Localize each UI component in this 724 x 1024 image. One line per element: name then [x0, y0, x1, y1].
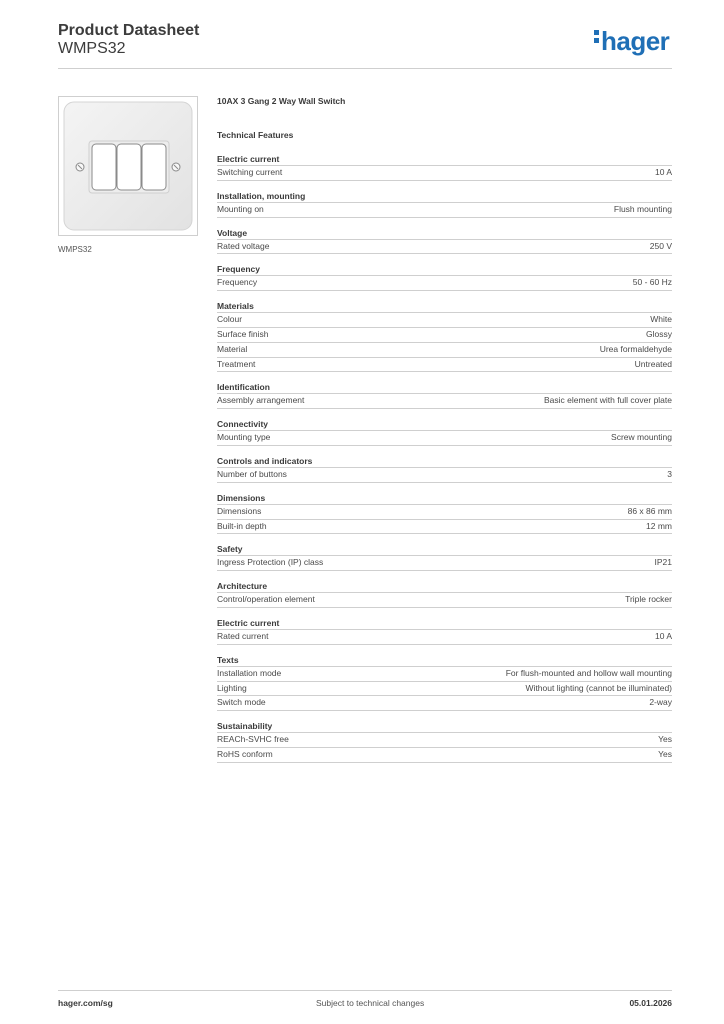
spec-row	[217, 505, 672, 520]
footer-date: 05.01.2026	[629, 998, 672, 1008]
spec-value: 86 x 86 mm	[627, 505, 672, 516]
spec-content	[217, 96, 672, 763]
spec-row	[217, 520, 672, 535]
page-title: Product Datasheet	[58, 22, 200, 39]
spec-row	[217, 394, 672, 409]
spec-label: Mounting type	[217, 432, 271, 443]
spec-row	[217, 468, 672, 483]
spec-group	[217, 419, 672, 446]
spec-value: Flush mounting	[613, 203, 672, 214]
spec-label: Ingress Protection (IP) class	[217, 557, 324, 568]
spec-label: Rated voltage	[217, 240, 270, 251]
spec-group-title: Identification	[217, 382, 672, 394]
logo-text: hager	[601, 26, 670, 56]
spec-value: 10 A	[654, 630, 672, 641]
spec-group-title: Materials	[217, 301, 672, 313]
spec-group	[217, 655, 672, 711]
product-image-frame	[58, 96, 198, 236]
spec-label: Mounting on	[217, 203, 264, 214]
spec-label: Dimensions	[217, 505, 262, 516]
spec-group-title: Voltage	[217, 228, 672, 240]
spec-value: Screw mounting	[611, 432, 672, 443]
spec-row	[217, 358, 672, 373]
spec-group-title: Controls and indicators	[217, 456, 672, 468]
spec-value: Without lighting (cannot be illuminated)	[525, 682, 672, 693]
spec-label: Frequency	[217, 277, 258, 288]
spec-value: 12 mm	[646, 520, 672, 531]
spec-label: RoHS conform	[217, 748, 273, 759]
spec-label: Rated current	[217, 630, 269, 641]
spec-label: Surface finish	[217, 328, 269, 339]
spec-row	[217, 733, 672, 748]
header-divider	[58, 68, 672, 69]
spec-group-title: Sustainability	[217, 721, 672, 733]
spec-group	[217, 228, 672, 255]
spec-row	[217, 328, 672, 343]
spec-group-title: Architecture	[217, 581, 672, 593]
spec-row	[217, 748, 672, 763]
footer-notice: Subject to technical changes	[316, 998, 425, 1008]
spec-group-title: Connectivity	[217, 419, 672, 431]
spec-value: Yes	[658, 748, 672, 759]
spec-row	[217, 203, 672, 218]
spec-group	[217, 264, 672, 291]
spec-label: Lighting	[217, 682, 247, 693]
spec-value: Urea formaldehyde	[599, 343, 672, 354]
spec-row	[217, 240, 672, 255]
spec-group	[217, 544, 672, 571]
spec-group-title: Dimensions	[217, 493, 672, 505]
spec-row	[217, 593, 672, 608]
product-image-caption: WMPS32	[58, 245, 92, 254]
spec-row	[217, 343, 672, 358]
spec-value: Untreated	[634, 358, 672, 369]
spec-label: Treatment	[217, 358, 256, 369]
spec-label: Colour	[217, 314, 243, 325]
spec-groups	[217, 154, 672, 763]
hager-logo	[594, 28, 669, 54]
spec-group-title: Electric current	[217, 618, 672, 630]
spec-group	[217, 581, 672, 608]
spec-group-title: Frequency	[217, 264, 672, 276]
spec-group	[217, 382, 672, 409]
spec-group	[217, 721, 672, 763]
spec-value: 50 - 60 Hz	[632, 277, 672, 288]
spec-group-title: Texts	[217, 655, 672, 667]
spec-value: White	[650, 314, 672, 325]
spec-label: Control/operation element	[217, 594, 315, 605]
product-code: WMPS32	[58, 40, 126, 57]
spec-label: REACh-SVHC free	[217, 734, 289, 745]
technical-features-title: Technical Features	[217, 130, 294, 140]
spec-value: 250 V	[649, 240, 672, 251]
spec-group-title: Electric current	[217, 154, 672, 166]
footer-website: hager.com/sg	[58, 998, 113, 1008]
spec-value: For flush-mounted and hollow wall mounting	[505, 667, 672, 678]
spec-label: Assembly arrangement	[217, 395, 305, 406]
spec-label: Installation mode	[217, 667, 282, 678]
spec-label: Switching current	[217, 167, 283, 177]
spec-value: IP21	[654, 557, 672, 568]
spec-row	[217, 431, 672, 446]
spec-group	[217, 618, 672, 645]
spec-row	[217, 556, 672, 571]
footer-divider	[58, 990, 672, 991]
spec-group-title: Installation, mounting	[217, 191, 672, 203]
spec-label: Material	[217, 343, 248, 354]
spec-group-title: Safety	[217, 544, 672, 556]
spec-label: Built-in depth	[217, 520, 267, 531]
spec-row	[217, 682, 672, 697]
spec-row	[217, 276, 672, 291]
spec-group	[217, 191, 672, 218]
spec-row	[217, 313, 672, 328]
spec-label: Switch mode	[217, 697, 266, 708]
spec-label: Number of buttons	[217, 468, 287, 479]
spec-value: 10 A	[654, 167, 672, 177]
spec-value: Yes	[658, 734, 672, 745]
product-name: 10AX 3 Gang 2 Way Wall Switch	[217, 96, 346, 106]
spec-group	[217, 493, 672, 535]
spec-row	[217, 630, 672, 645]
spec-value: 3	[667, 468, 672, 479]
spec-value: Triple rocker	[625, 594, 672, 605]
wall-switch-image	[59, 97, 197, 235]
spec-group	[217, 154, 672, 181]
logo-dots-icon	[594, 30, 599, 46]
spec-row	[217, 166, 672, 181]
spec-group	[217, 456, 672, 483]
spec-value: Basic element with full cover plate	[543, 395, 672, 406]
spec-group	[217, 301, 672, 372]
spec-row	[217, 667, 672, 682]
spec-row	[217, 696, 672, 711]
spec-value: 2-way	[649, 697, 672, 708]
spec-value: Glossy	[646, 328, 672, 339]
